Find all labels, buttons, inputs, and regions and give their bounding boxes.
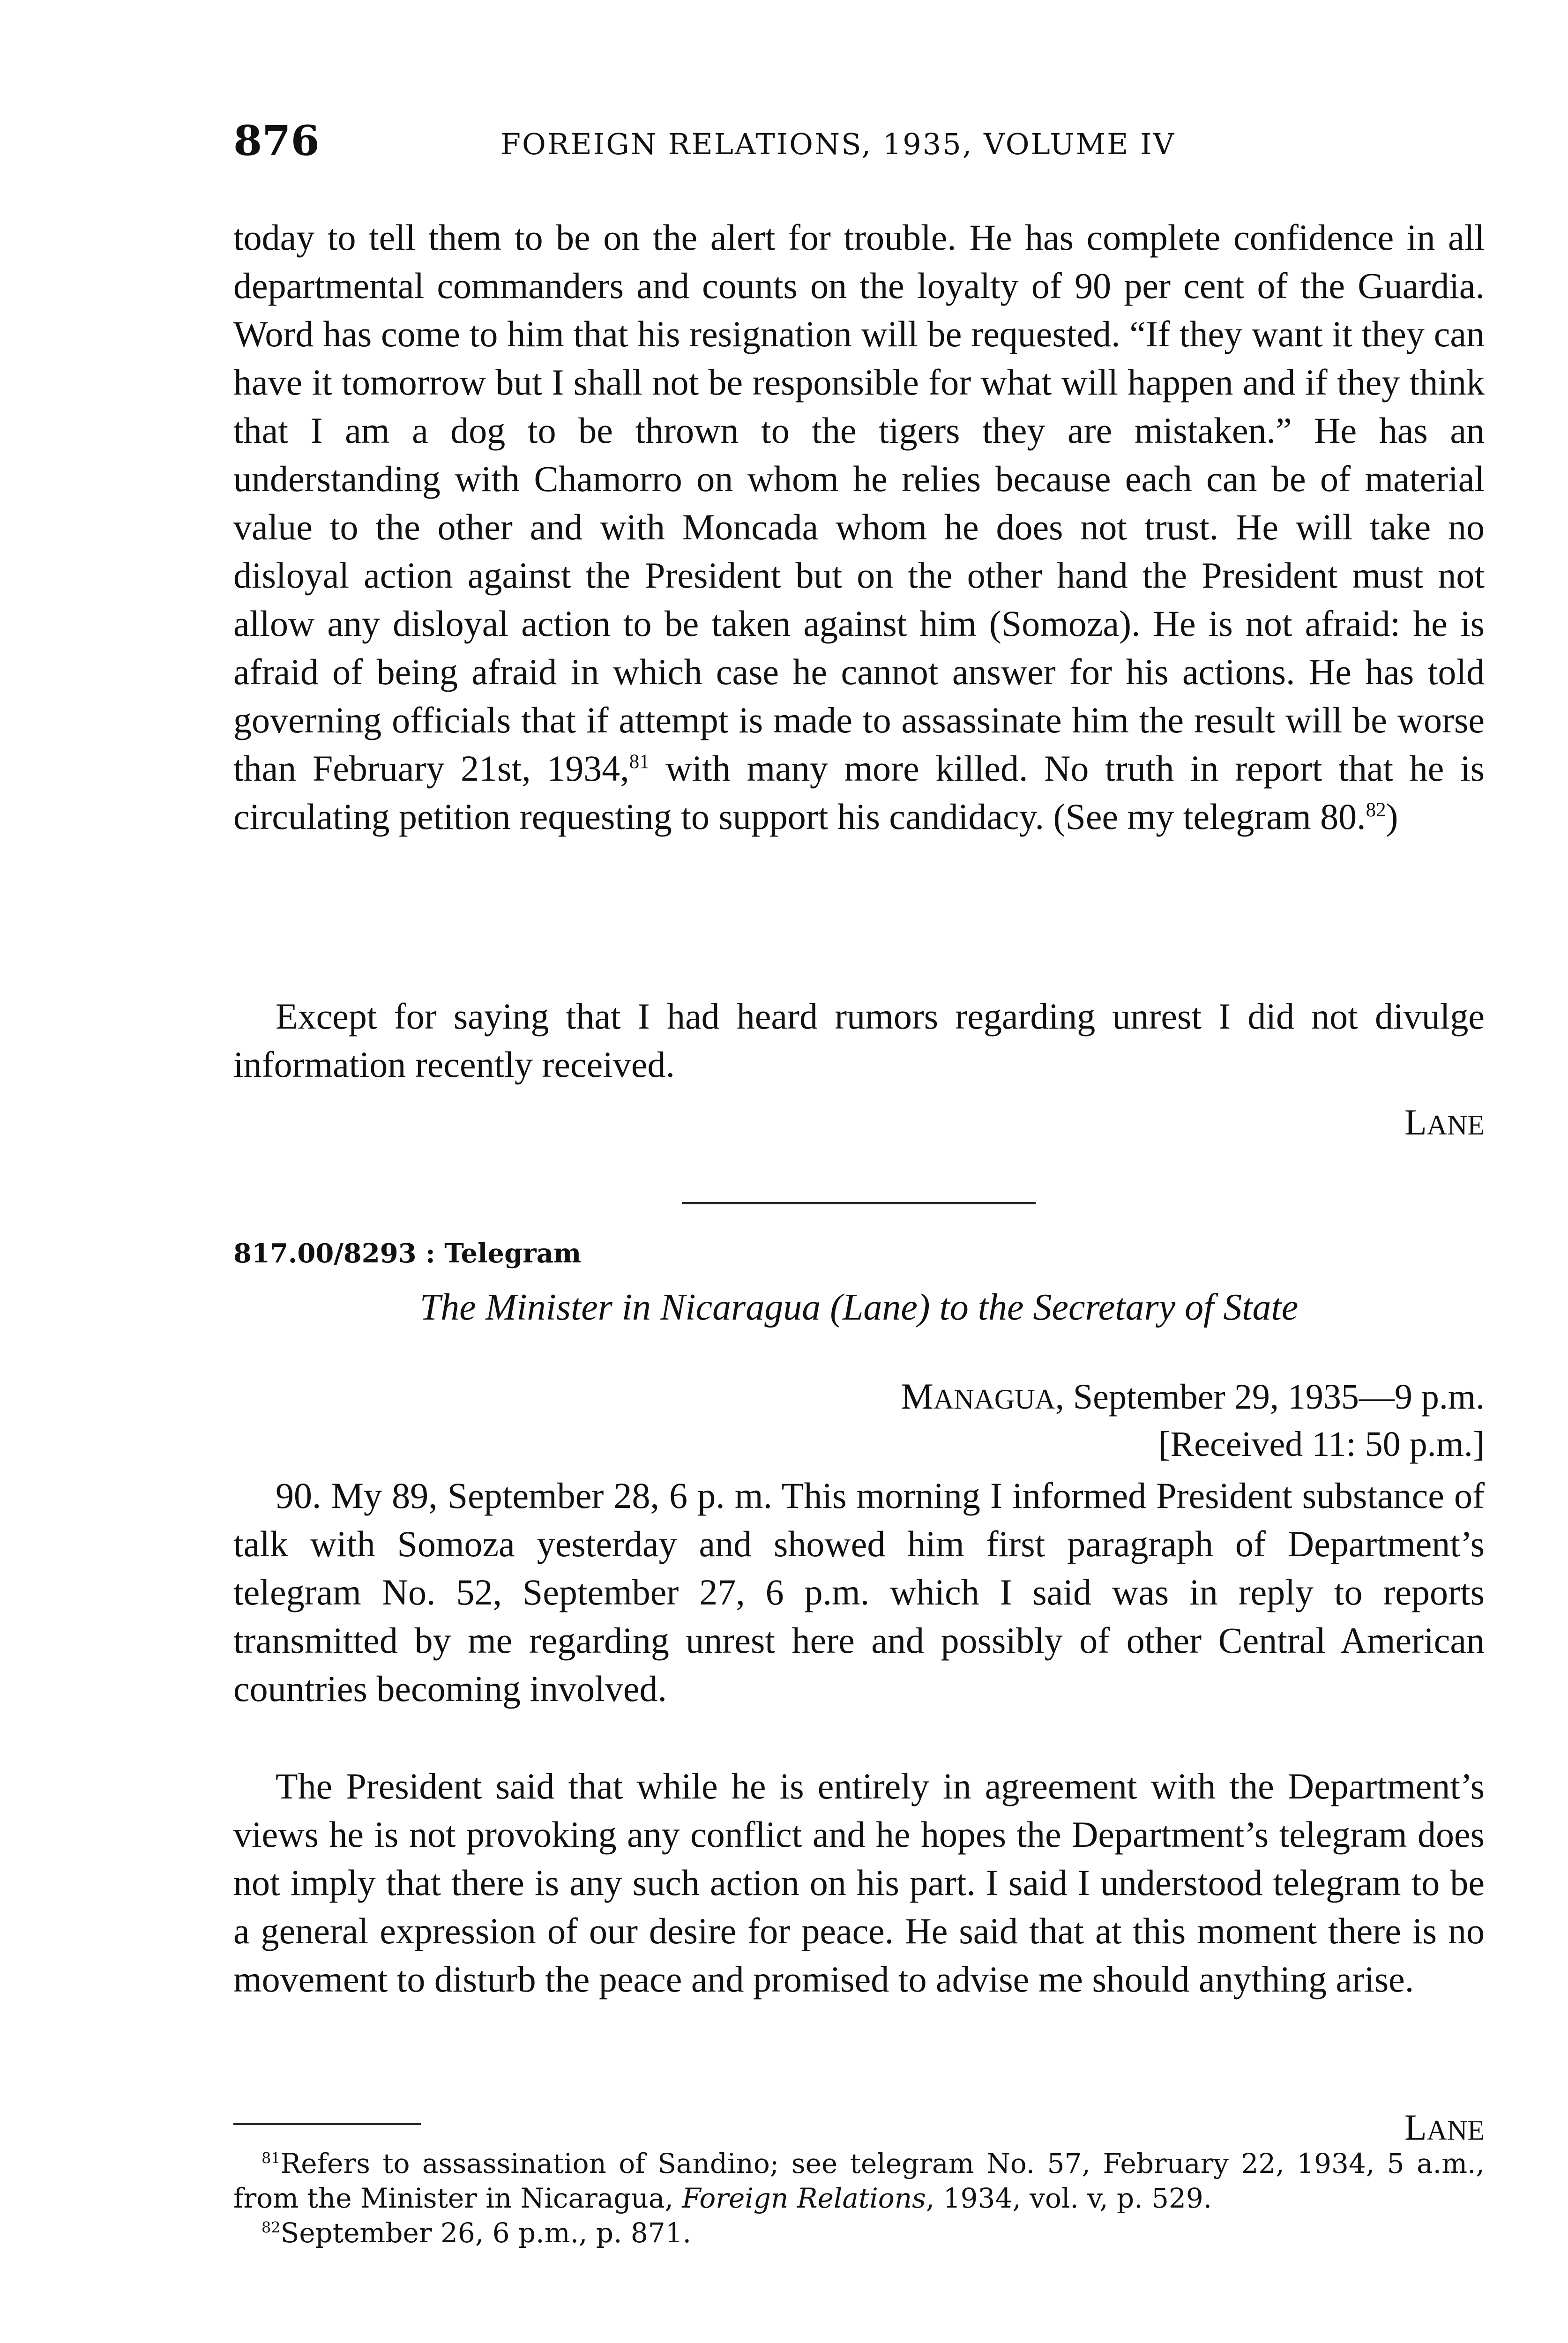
document-title: The Minister in Nicaragua (Lane) to the Secretary of State	[419, 1287, 1299, 1328]
footnote-reference: 82	[1366, 799, 1386, 821]
paragraph-text: with many more killed. No truth in report that he is circulating petition requesting to support his candidacy. (See my telegram 80.	[233, 748, 1485, 837]
footnote-reference: 81	[629, 751, 650, 773]
running-head: FOREIGN RELATIONS, 1935, VOLUME IV	[500, 127, 1176, 161]
paragraph-text: today to tell them to be on the alert for trouble. He has complete confidence in all departmental commanders and counts on the loyalty of 90 per cent of the Guardia. Word has come to him that his resignation will be requested. “If they want it they can have it tomorrow but I shall not be responsible for what will happen and if they think that I am a dog to be thrown to the tigers they are mistaken.” He has an understanding with Chamorro on whom he relies because each can be of material value to the other and with Moncada whom he does not trust. He will take no disloyal action against the President but on the other hand the President must not allow any disloyal action to be taken against him (Somoza). He is not afraid: he is afraid of being afraid in which case he cannot answer for his actions. He has told governing officials that if attempt is made to assassinate him the result will be worse than February 21st, 1934,	[233, 217, 1485, 789]
footnote-rule	[233, 2123, 421, 2125]
file-reference: 817.00/8293 : Telegram	[233, 1238, 582, 1269]
paragraph-text: )	[1386, 796, 1398, 837]
body-paragraph-1	[233, 213, 1485, 841]
received-line: [Received 11: 50 p.m.]	[1158, 1425, 1485, 1464]
section-divider	[682, 1202, 1036, 1204]
telegram-paragraph-1: 90. My 89, September 28, 6 p. m. This morning I informed President substance of talk with Somoza yesterday and showed him first paragraph of Department’s telegram No. 52, September 27, 6 p.m. which I said was in reply to reports transmitted by me regarding unrest here and possibly of other Central American countries becoming involved.	[233, 1475, 1485, 1709]
signature-lane-2: LANE	[1404, 2107, 1485, 2148]
footnotes	[233, 2146, 1485, 2250]
footnote-82: $^{82}$September 26, 6 p.m., p. 871.	[261, 2217, 692, 2249]
page-header	[233, 117, 1485, 173]
signature-lane-1: LANE	[1404, 1102, 1485, 1142]
footnote-81: $^{81}$Refers to assassination of Sandino; see telegram No. 57, February 22, 1934, 5 a.m., from the Minister in Nicaragua, Foreign Relations, 1934, vol. v, p. 529.	[233, 2148, 1485, 2214]
page-number: 876	[233, 116, 320, 165]
telegram-paragraph-2: The President said that while he is entirely in agreement with the Department’s views he is not provoking any conflict and he hopes the Department’s telegram does not imply that there is any such action on his part. I said I understood telegram to be a general expression of our desire for peace. He said that at this moment there is no movement to disturb the peace and promised to advise me should anything arise.	[233, 1766, 1485, 2000]
dateline: MANAGUA, September 29, 1935—9 p.m.	[901, 1376, 1485, 1417]
body-paragraph-2: Except for saying that I had heard rumors regarding unrest I did not divulge information recently received.	[233, 996, 1485, 1085]
